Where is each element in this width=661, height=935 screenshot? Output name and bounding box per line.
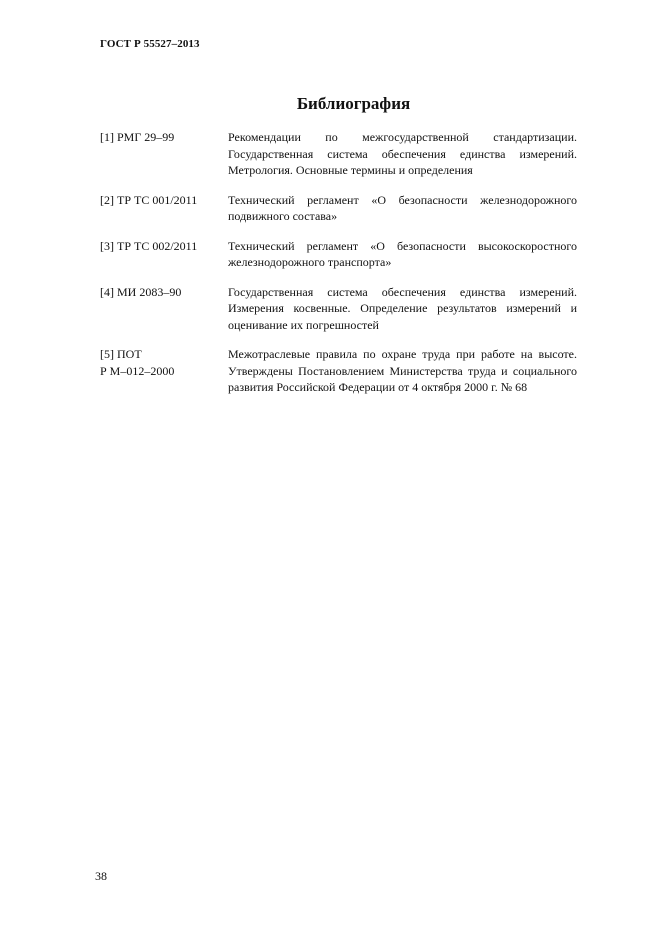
entry-description: Межотраслевые правила по охране труда при работе на высоте. Утверждены Постановлением Министерства труда и социального развития Российской Федерации от 4 октября 2000 г. № 68 — [228, 347, 577, 394]
bibliography-entry-3 — [100, 238, 577, 271]
entry-reference: [1] РМГ 29–99 — [100, 130, 175, 144]
entry-description: Государственная система обеспечения единства измерений. Измерения косвенные. Определение результатов измерений и оценивание их погрешностей — [228, 284, 577, 332]
bibliography-entry-1 — [100, 129, 577, 179]
page-title: Библиография — [296, 94, 411, 113]
entry-description: Технический регламент «О безопасности высокоскоростного железнодорожного транспорта» — [228, 238, 577, 269]
entry-description: Технический регламент «О безопасности железнодорожного подвижного состава» — [228, 192, 577, 223]
entry-reference: [3] ТР ТС 002/2011 — [100, 238, 198, 253]
document-code: ГОСТ Р 55527–2013 — [100, 38, 200, 50]
page-number: 38 — [95, 869, 107, 883]
entry-reference: [4] МИ 2083–90 — [100, 284, 182, 299]
entry-reference: [2] ТР ТС 001/2011 — [100, 192, 198, 207]
bibliography-entry-4 — [100, 284, 577, 334]
page-title-wrapper — [0, 94, 661, 114]
entry-reference: [5] ПОТ Р М–012–2000 — [100, 347, 175, 378]
bibliography-entry-5 — [100, 346, 577, 396]
bibliography-list — [100, 129, 577, 396]
bibliography-entry-2 — [100, 192, 577, 225]
entry-description: Рекомендации по межгосударственной стандартизации. Государственная система обеспечения единства измерений. Метрология. Основные термины и определения — [228, 130, 577, 177]
